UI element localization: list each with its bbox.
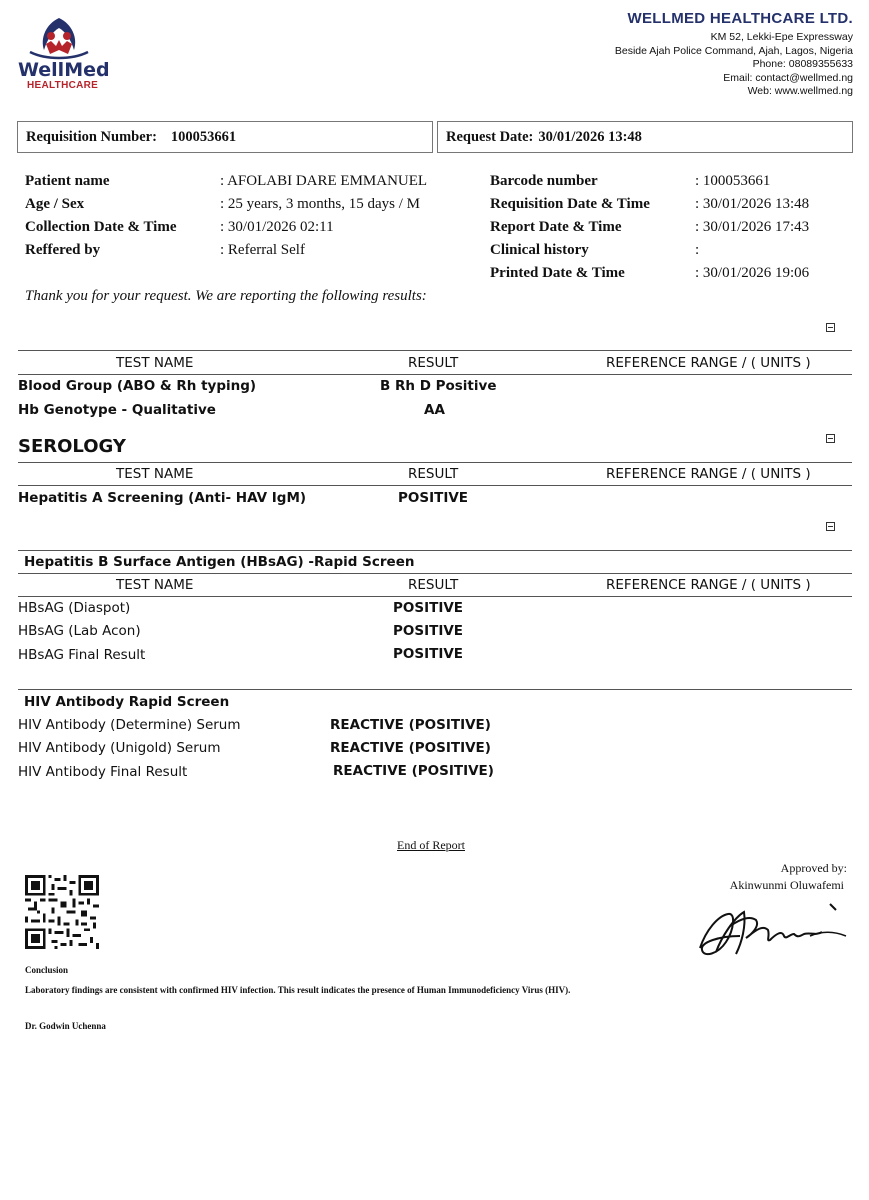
result-value: AA [424,402,445,418]
hbsag-col-test: TEST NAME [116,577,194,593]
printed-datetime-value: : 30/01/2026 19:06 [695,265,810,281]
report-datetime-label: Report Date & Time [490,219,622,235]
table-row [18,600,130,616]
conclusion-title: Conclusion [25,965,69,975]
thank-you-note: Thank you for your request. We are reporting the following results: [25,288,427,304]
collapse-hbsag-icon[interactable] [826,522,835,531]
hbsag-col-reference: REFERENCE RANGE / ( UNITS ) [606,577,811,593]
requisition-datetime-label: Requisition Date & Time [490,196,650,212]
test-name: HBsAG (Lab Acon) [18,623,141,639]
patient-info-left [25,170,465,262]
serology-header-divider [18,485,852,486]
patient-name-label: Patient name [25,173,110,189]
company-address-line2: Beside Ajah Police Command, Ajah, Lagos, Nigeria [614,44,853,57]
age-sex-label: Age / Sex [25,196,85,212]
section1-header-divider [18,374,852,375]
collapse-serology-icon[interactable] [826,434,835,443]
clinical-history-label: Clinical history [490,242,589,258]
qr-code-icon [25,875,99,949]
test-name: HBsAG (Diaspot) [18,600,131,616]
company-logo [16,14,110,94]
hbsag-top-divider [18,550,852,551]
section1-col-reference: REFERENCE RANGE / ( UNITS ) [606,355,811,371]
table-row [18,490,306,506]
company-address-line1: KM 52, Lekki-Epe Expressway [710,31,853,43]
company-phone: Phone: 08089355633 [752,58,853,70]
hiv-top-divider [18,689,852,690]
table-row [18,378,256,394]
section1-col-test: TEST NAME [116,355,194,371]
result-value: B Rh D Positive [380,378,497,394]
table-row [18,647,145,663]
patient-name-value: : AFOLABI DARE EMMANUEL [220,173,428,189]
serology-col-test: TEST NAME [116,466,194,482]
referred-by-value: : Referral Self [220,242,305,258]
result-value: REACTIVE (POSITIVE) [333,763,494,779]
request-date-box [437,121,853,153]
hbsag-header-divider [18,596,852,597]
table-row [18,623,141,639]
signature-image [690,896,850,966]
requisition-datetime-value: : 30/01/2026 13:48 [695,196,810,212]
test-name: HIV Antibody (Determine) Serum [18,717,241,733]
result-value: POSITIVE [393,646,464,662]
result-value: POSITIVE [393,600,464,616]
age-sex-value: : 25 years, 3 months, 15 days / M [220,196,420,212]
requisition-number-label: Requisition Number: [26,128,157,145]
table-row [18,402,216,418]
approver-name: Akinwunmi Oluwafemi [729,878,844,892]
hbsag-title-divider [18,573,852,574]
request-date-value: 30/01/2026 13:48 [538,128,642,145]
test-name: Hepatitis A Screening (Anti- HAV IgM) [18,490,307,506]
collection-date-value: : 30/01/2026 02:11 [220,219,334,235]
collapse-section1-icon[interactable] [826,323,835,332]
doctor-name: Dr. Godwin Uchenna [25,1021,106,1031]
test-name: Hb Genotype - Qualitative [18,402,216,418]
end-of-report: End of Report [397,838,465,852]
serology-top-divider [18,462,852,463]
test-name: HIV Antibody Final Result [18,764,188,780]
company-header [615,10,853,99]
hiv-title: HIV Antibody Rapid Screen [24,694,230,710]
conclusion-text: Laboratory findings are consistent with confirmed HIV infection. This result indicates the presence of Human Immunodeficiency Virus (HIV). [25,985,571,995]
company-website: Web: www.wellmed.ng [747,85,853,97]
test-name: HBsAG Final Result [18,647,146,663]
collection-date-label: Collection Date & Time [25,219,177,235]
printed-datetime-label: Printed Date & Time [490,265,625,281]
result-value: POSITIVE [398,490,469,506]
requisition-number-value: 100053661 [170,128,237,145]
company-name: WELLMED HEALTHCARE LTD. [627,10,853,27]
barcode-label: Barcode number [490,173,598,189]
company-email: Email: contact@wellmed.ng [723,71,853,84]
clinical-history-value: : [695,242,700,258]
section1-top-divider [18,350,852,351]
table-row [18,764,187,780]
table-row [18,717,241,733]
section1-col-result: RESULT [408,355,459,371]
result-value: REACTIVE (POSITIVE) [330,717,491,733]
test-name: HIV Antibody (Unigold) Serum [18,740,221,756]
serology-col-reference: REFERENCE RANGE / ( UNITS ) [606,466,811,482]
patient-info-right [490,170,850,285]
result-value: REACTIVE (POSITIVE) [330,740,491,756]
report-datetime-value: : 30/01/2026 17:43 [695,219,810,235]
barcode-value: : 100053661 [695,173,771,189]
serology-col-result: RESULT [408,466,459,482]
result-value: POSITIVE [393,623,464,639]
approved-by-label: Approved by: [780,861,847,875]
requisition-number-box [17,121,433,153]
logo-emblem-icon [16,14,102,60]
logo-wordmark: WellMed [18,59,110,81]
referred-by-label: Reffered by [25,242,101,258]
logo-subtitle: HEALTHCARE [27,80,99,91]
hbsag-col-result: RESULT [408,577,459,593]
hbsag-title: Hepatitis B Surface Antigen (HBsAG) -Rapid Screen [24,554,415,570]
serology-title: SEROLOGY [18,436,126,457]
table-row [18,740,220,756]
test-name: Blood Group (ABO & Rh typing) [18,378,257,394]
request-date-label: Request Date: [446,128,534,145]
